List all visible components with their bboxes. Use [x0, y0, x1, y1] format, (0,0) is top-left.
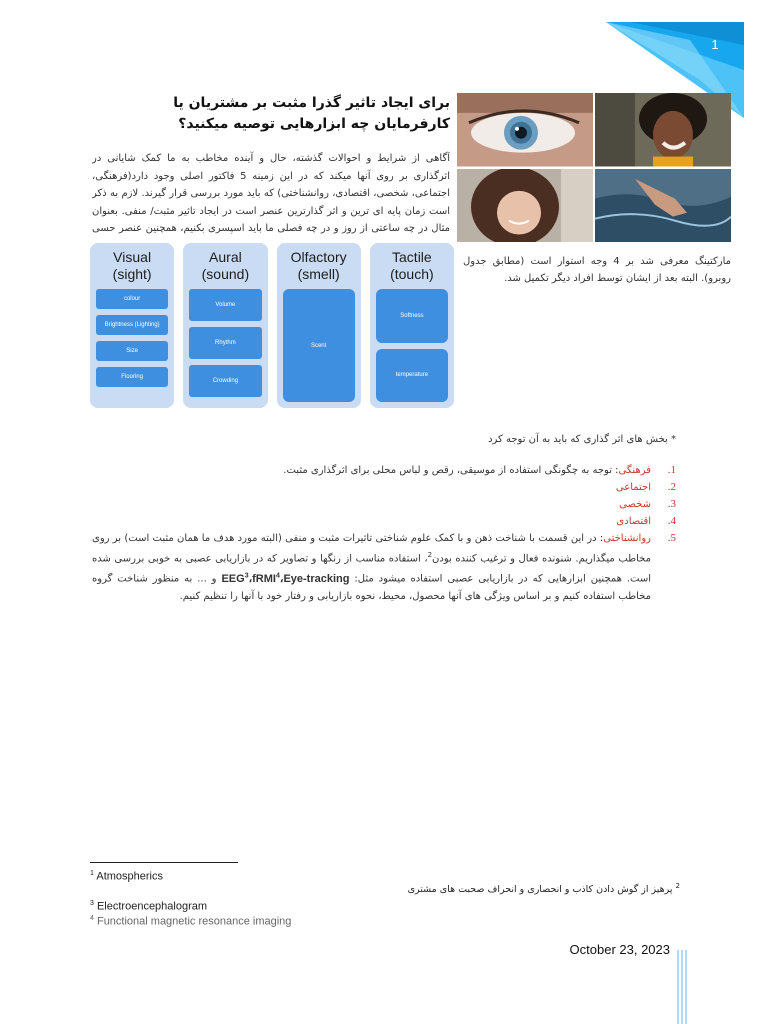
visual-heading	[113, 249, 152, 283]
visual-item-brightness: Brightness (Lighting)	[96, 315, 168, 335]
footnote-4	[90, 915, 490, 928]
aural-title: Aural	[209, 249, 242, 265]
visual-subtitle: (sight)	[112, 266, 152, 282]
footnote-marker: 3	[244, 572, 249, 580]
footer-lines-decoration	[676, 950, 688, 1024]
olfactory-heading	[291, 249, 347, 283]
list-item	[92, 530, 676, 605]
list-heading: اقتصادی	[616, 516, 651, 527]
list-item	[92, 496, 676, 513]
footnote-2	[300, 882, 680, 895]
list-heading: شخصی	[619, 499, 651, 510]
aural-heading	[202, 249, 249, 283]
list-heading: فرهنگی	[618, 465, 651, 476]
eye-closeup-photo	[457, 93, 593, 167]
figure-caption: مارکتینگ معرفی شد بر 4 وجه استوار است (مطابق جدول روبرو). البته بعد از ایشان توسط افراد دیگر تکمیل شد.	[463, 256, 731, 284]
footnote-number: 3	[90, 900, 94, 907]
page-number: 1	[711, 37, 719, 52]
factor-list	[92, 462, 676, 605]
tools-list	[221, 573, 349, 585]
list-number: 3.	[667, 498, 676, 510]
intro-paragraph	[92, 150, 450, 242]
aural-item-volume: Volume	[189, 289, 261, 321]
footnote-text: Functional magnetic resonance imaging	[96, 915, 292, 928]
tactile-title: Tactile	[392, 249, 432, 265]
smiling-girl-photo	[457, 169, 593, 243]
tactile-column	[370, 243, 454, 408]
list-number: 1.	[667, 464, 676, 476]
page-date: October 23, 2023	[569, 942, 670, 957]
footnote-text: پرهیز از گوش دادن کاذب و انحصاری و انحراف صحبت های مشتری	[407, 884, 673, 896]
list-text: ، استفاده مناسب از رنگها و تصاویر که در بازاریابی عصبی به خوبی بررسی شده است. همچنین ابزارهایی که در بازاریابی عصبی استفاده میشود مثل:	[92, 553, 652, 585]
visual-item-size: Size	[96, 341, 168, 361]
footnote-1	[90, 870, 490, 883]
tactile-item-softness: Softness	[376, 289, 448, 343]
list-heading: اجتماعی	[615, 482, 651, 493]
olfactory-subtitle: (smell)	[297, 266, 340, 282]
list-item	[92, 462, 676, 479]
list-text: و ... به منظور شناخت گروه مخاطب استفاده کنیم و بر اساس ویژگی های آنها محصول، محیط، نحوه بازاریابی و رفتار خود با آنها را تنظیم کنیم.	[92, 573, 651, 602]
senses-diagram	[90, 243, 454, 408]
list-number: 2.	[667, 481, 676, 493]
footnote-text: Atmospherics	[96, 870, 163, 883]
footnote-marker: 4	[275, 572, 280, 580]
section-note: * بخش های اثر گذاری که باید به آن توجه کرد	[488, 434, 676, 445]
visual-title: Visual	[113, 249, 152, 265]
tool-eye-tracking: ،Eye-tracking	[279, 572, 350, 585]
tactile-subtitle: (touch)	[390, 266, 434, 282]
footnote-separator	[90, 862, 238, 863]
tactile-item-temperature: temperature	[376, 349, 448, 403]
laughing-woman-photo	[595, 93, 731, 167]
footnote-marker	[249, 242, 253, 243]
olfactory-title: Olfactory	[290, 249, 347, 265]
footnote-marker: 2	[427, 551, 433, 559]
list-heading: روانشناختی	[603, 533, 651, 544]
photo-collage	[457, 93, 731, 242]
tool-fmri: ،fRMI	[248, 572, 276, 585]
list-item	[92, 513, 676, 530]
footnote-number: 1	[90, 870, 94, 877]
footnote-text: Electroencephalogram	[96, 900, 208, 913]
footnote-number: 2	[675, 882, 680, 890]
list-text: : توجه به چگونگی استفاده از موسیقی، رقص و لباس محلی برای اثرگذاری مثبت.	[283, 465, 619, 476]
olfactory-column	[277, 243, 361, 408]
list-number: 4.	[667, 515, 676, 527]
list-item	[92, 479, 676, 496]
list-number: 5.	[667, 532, 676, 544]
olfactory-item-scent: Scent	[283, 289, 355, 402]
list-text: : در این قسمت با شناخت ذهن و با کمک علوم شناختی تاثیرات مثبت و منفی (البته مورد هدف ما همان مثبت است) بر روی مخاطب میگذاریم. شنونده فعال و ترغیب کننده بودن	[92, 533, 651, 565]
aural-column	[183, 243, 267, 408]
page-title: برای ایجاد تاثیر گذرا مثبت بر مشتریان یا کارفرمایان چه ابزارهایی توصیه میکنید؟	[173, 95, 450, 132]
tool-eeg: EEG	[221, 572, 245, 585]
hand-in-water-photo	[595, 169, 731, 243]
aural-subtitle: (sound)	[201, 266, 250, 282]
aural-item-rhythm: Rhythm	[189, 327, 261, 359]
footnote-3	[90, 900, 490, 913]
visual-column	[90, 243, 174, 408]
visual-item-colour: colour	[96, 289, 168, 309]
visual-item-flooring: Flooring	[96, 367, 168, 387]
intro-text: آگاهی از شرایط و احوالات گذشته، حال و آینده مخاطب به ما کمک شایانی در اثرگذاری بر روی آنها میکند که در این زمینه 5 فاکتور اصلی وجود دارد(فرهنگی، اجتماعی، شخصی، اقتصادی، روانشناختی) که باید مورد بررسی قرار گیرند. لازم به ذکر است زمان پایه ای ترین و اثر گذارترین عنصر است در ایجاد تاثیر مثبت/ منفی. بعنوان مثال در چه ساعتی از روز و در چه فصلی ما باید اسپسری بکنیم، همچنین عنصر حسی	[92, 153, 450, 234]
footnote-number: 4	[90, 915, 94, 922]
aural-item-crowding: Crowding	[189, 365, 261, 397]
tactile-heading	[390, 249, 434, 283]
